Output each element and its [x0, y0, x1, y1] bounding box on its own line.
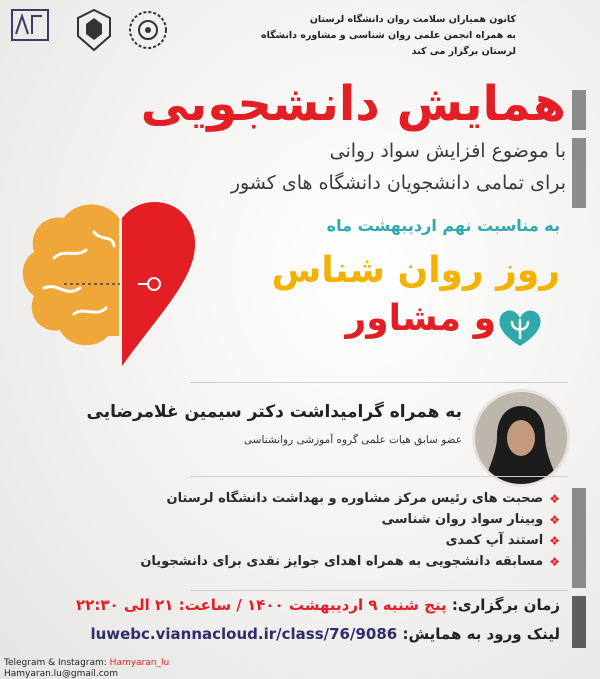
program-list: [140, 488, 560, 572]
event-title: همایش دانشجویی: [140, 76, 566, 132]
program-item: ❖ وبینار سواد روان شناسی: [381, 512, 560, 527]
brain-half: [23, 204, 119, 345]
schedule-value: پنج شنبه ۹ اردیبهشت ۱۴۰۰ / ساعت: ۲۱ الی ۲۲:۳۰: [76, 596, 447, 614]
university-logo: [70, 6, 118, 54]
decor-bar-1: [572, 90, 586, 130]
social-handle[interactable]: Hamyaran_lu: [109, 658, 170, 668]
event-audience: برای تمامی دانشجویان دانشگاه های کشور: [230, 172, 566, 194]
link-label: لینک ورود به همایش:: [402, 625, 560, 643]
bullet-icon: ❖: [549, 512, 560, 527]
association-logo: [124, 6, 172, 54]
speaker-portrait: [472, 389, 570, 487]
bullet-icon: ❖: [549, 554, 560, 569]
divider-top: [190, 382, 568, 383]
day-title-line-2: و مشاور: [345, 298, 496, 339]
divider-bottom: [190, 590, 568, 591]
host-line-2: به همراه انجمن علمی روان شناسی و مشاوره دانشگاه لرستان برگزار می کند: [260, 30, 516, 57]
contact-email[interactable]: Hamyaran.lu@gmail.com: [4, 669, 118, 679]
program-item: ❖ استند آپ کمدی: [445, 533, 560, 548]
social-footer: [4, 658, 169, 668]
social-label: Telegram & Instagram:: [4, 658, 107, 668]
host-statement: [226, 12, 516, 60]
speaker-credentials: عضو سابق هیات علمی گروه آموزشی روانشناسی: [243, 434, 462, 446]
decor-bar-4: [572, 596, 586, 648]
join-link: [90, 625, 560, 643]
program-item: ❖ مسابقه دانشجویی به همراه اهدای جوایز نقدی برای دانشجویان: [140, 554, 560, 569]
schedule: [76, 596, 560, 614]
brain-heart-illustration: [14, 188, 224, 378]
heart-half: [122, 202, 195, 366]
occasion-line: به مناسبت نهم اردیبهشت ماه: [326, 216, 560, 235]
event-subject: با موضوع افزایش سواد روانی: [329, 140, 566, 162]
decor-bar-2: [572, 138, 586, 208]
bullet-icon: ❖: [549, 533, 560, 548]
program-item: ❖ صحبت های رئیس مرکز مشاوره و بهداشت دانشگاه لرستان: [166, 491, 560, 506]
ministry-logo: [6, 6, 54, 54]
decor-bar-3: [572, 488, 586, 588]
day-title-line-1: روز روان شناس: [271, 250, 560, 291]
divider-middle: [190, 476, 568, 477]
link-url[interactable]: luwebc.viannacloud.ir/class/76/9086: [90, 625, 398, 643]
speaker-intro: به همراه گرامیداشت دکتر سیمین غلامرضایی: [86, 402, 462, 422]
bullet-icon: ❖: [549, 491, 560, 506]
schedule-label: زمان برگزاری:: [451, 596, 560, 614]
host-line-1: کانون همیاران سلامت روان دانشگاه لرستان: [309, 14, 516, 25]
psi-heart-icon: [496, 308, 544, 348]
